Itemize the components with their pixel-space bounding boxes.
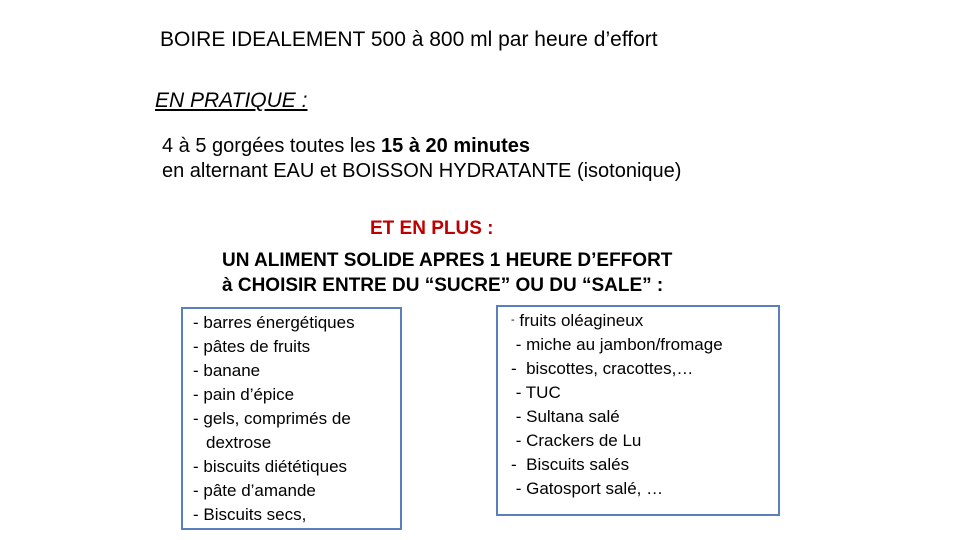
list-item: dextrose [206, 433, 272, 452]
list-item: - Biscuits salés [511, 455, 630, 474]
list-item: - biscuits diététiques [193, 457, 348, 476]
plus-label: ET EN PLUS : [370, 218, 494, 239]
practice-text [162, 134, 681, 184]
sweet-options-list [193, 311, 355, 527]
solid-food-line-1: UN ALIMENT SOLIDE APRES 1 HEURE D’EFFORT [222, 250, 673, 271]
list-item: - biscottes, cracottes,… [511, 359, 694, 378]
list-item: - Biscuits secs, [193, 505, 307, 524]
practice-line-2: en alternant EAU et BOISSON HYDRATANTE (isotonique) [162, 160, 682, 182]
solid-food-instruction [222, 248, 672, 298]
list-item: - pain d’épice [193, 385, 295, 404]
list-item: - Sultana salé [511, 407, 620, 426]
list-item: - barres énergétiques [193, 313, 355, 332]
list-item: - pâte d’amande [193, 481, 316, 500]
list-item: - Gatosport salé, … [511, 479, 664, 498]
list-item: - pâtes de fruits [193, 337, 311, 356]
solid-food-line-2: à CHOISIR ENTRE DU “SUCRE” OU DU “SALE” : [222, 275, 664, 296]
practice-heading: EN PRATIQUE : [155, 89, 308, 112]
list-item: - Crackers de Lu [511, 431, 642, 450]
list-item: - TUC [511, 383, 561, 402]
list-item: - gels, comprimés de [193, 409, 351, 428]
list-item: - fruits oléagineux [511, 311, 644, 330]
salty-options-list [511, 308, 723, 501]
practice-interval: 15 à 20 minutes [381, 135, 531, 157]
list-item: - banane [193, 361, 261, 380]
list-item: - miche au jambon/fromage [511, 335, 723, 354]
hydration-guideline: BOIRE IDEALEMENT 500 à 800 ml par heure d’effort [160, 28, 658, 51]
practice-line-1: 4 à 5 gorgées toutes les 15 à 20 minutes [162, 135, 531, 157]
